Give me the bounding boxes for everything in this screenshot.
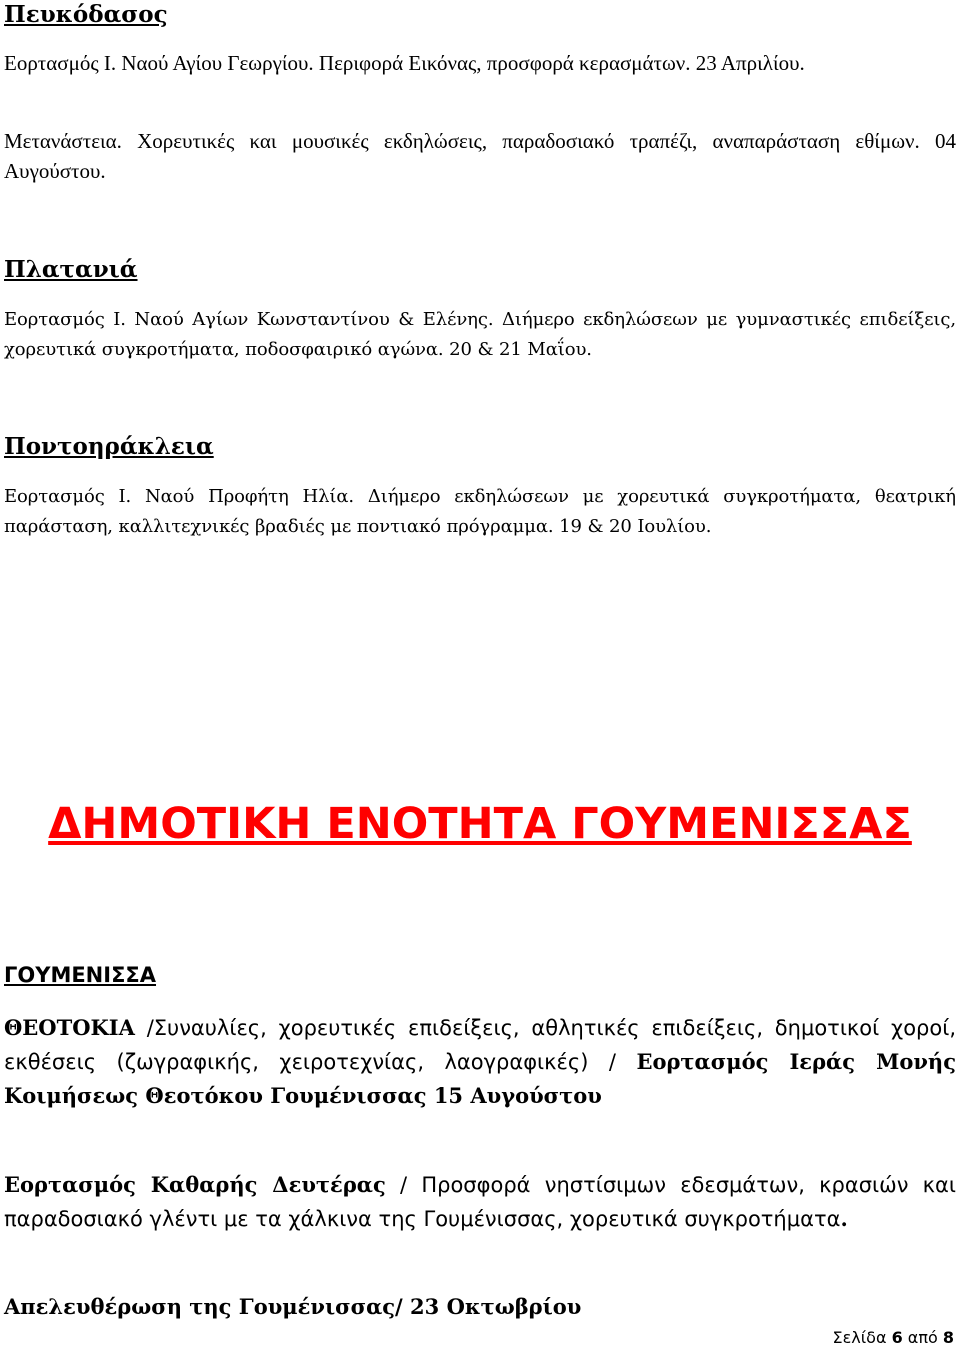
footer-total-pages: 8: [942, 1328, 954, 1347]
footer-page-number: 6: [891, 1328, 903, 1347]
theotokia-text: /Συναυλίες, χορευτικές επιδείξεις, αθλητικές επιδείξεις, δημοτικοί χοροί, εκθέσεις (ζωγραφικής, χειροτεχνίας, λαογραφικές) /: [4, 1016, 956, 1074]
paragraph-pefkodasos-1: Εορτασμός Ι. Ναού Αγίου Γεωργίου. Περιφορά Εικόνας, προσφορά κερασμάτων. 23 Απριλίου.: [4, 51, 805, 75]
paragraph-pontoiraklia-1: Εορτασμός Ι. Ναού Προφήτη Ηλία. Διήμερο εκδηλώσεων με χορευτικά συγκροτήματα, θεατρική παράσταση, καλλιτεχνικές βραδιές με ποντιακό πρόγραμμα. 19 & 20 Ιουλίου.: [4, 486, 956, 537]
paragraph-liberation: [4, 1290, 956, 1324]
footer-prefix: Σελίδα: [832, 1328, 892, 1347]
clean-monday-period: .: [840, 1206, 848, 1231]
clean-monday-text: / Προσφορά νηστίσιμων εδεσμάτων, κρασιών και παραδοσιακό γλέντι με τα χάλκινα της Γουμένισσας, χορευτικά συγκροτήματα: [4, 1173, 957, 1231]
liberation-label: Απελευθέρωση της Γουμένισσας/ 23 Οκτωβρίου: [4, 1294, 582, 1319]
footer-middle: από: [902, 1328, 943, 1347]
municipal-unit-title: ΔΗΜΟΤΙΚΗ ΕΝΟΤΗΤΑ ΓΟΥΜΕΝΙΣΣΑΣ: [48, 799, 912, 849]
paragraph-clean-monday: [4, 1168, 956, 1236]
section-heading-platania: Πλατανιά: [4, 256, 138, 283]
monastery-feast-label: Εορτασμός Ιεράς Μονής Κοιμήσεως Θεοτόκου Γουμένισσας 15 Αυγούστου: [4, 1049, 956, 1108]
section-heading-pontoiraklia: Ποντοηράκλεια: [4, 433, 214, 460]
page-footer: [833, 1328, 954, 1348]
clean-monday-label: Εορτασμός Καθαρής Δευτέρας: [4, 1172, 386, 1197]
paragraph-pefkodasos-2: Μετανάστεια. Χορευτικές και μουσικές εκδηλώσεις, παραδοσιακό τραπέζι, αναπαράσταση εθίμων. 04 Αυγούστου.: [4, 129, 956, 183]
section-heading-pefkodasos: Πευκόδασος: [4, 1, 168, 28]
theotokia-label: ΘΕΟΤΟΚΙΑ: [4, 1015, 135, 1040]
paragraph-platania-1: Εορτασμός Ι. Ναού Αγίων Κωνσταντίνου & Ελένης. Διήμερο εκδηλώσεων με γυμναστικές επιδείξεις, χορευτικά συγκροτήματα, ποδοσφαιρικό αγώνα. 20 & 21 Μαΐου.: [4, 309, 956, 360]
section-heading-goumenissa: ΓΟΥΜΕΝΙΣΣΑ: [4, 963, 157, 987]
paragraph-theotokia: [4, 1011, 956, 1113]
